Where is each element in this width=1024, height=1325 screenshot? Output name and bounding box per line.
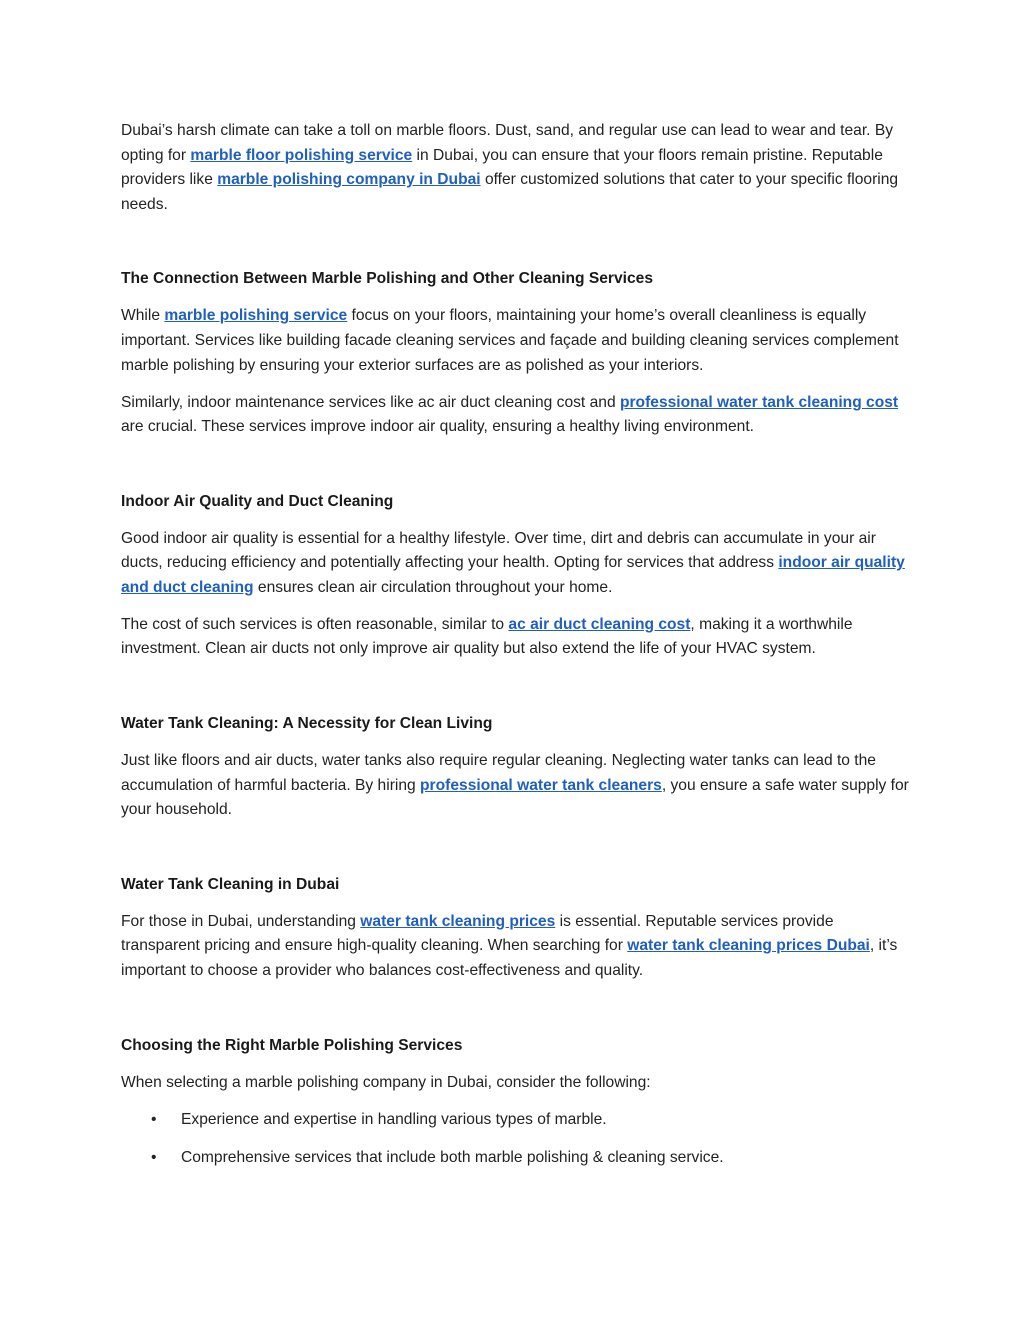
connection-text-4: are crucial. These services improve indoor air quality, ensuring a healthy living environment. [121, 418, 755, 436]
connection-text-3: Similarly, indoor maintenance services like ac air duct cleaning cost and [121, 393, 620, 411]
ac-air-duct-cleaning-cost-link[interactable]: ac air duct cleaning cost [508, 615, 691, 633]
water-tank-text-1: Just like floors and air ducts, water tanks also require regular cleaning. Neglecting water tanks can lead to the accumulation of harmful bacteria. By hiring [121, 752, 876, 794]
section-heading-indoor-air: Indoor Air Quality and Duct Cleaning [121, 492, 394, 510]
section-heading-choosing: Choosing the Right Marble Polishing Services [121, 1036, 463, 1054]
indoor-air-text-1: Good indoor air quality is essential for a healthy lifestyle. Over time, dirt and debris can accumulate in your air ducts, reducing efficiency and potentially affecting your health. Opting for services that address [121, 529, 876, 572]
marble-floor-polishing-link[interactable]: marble floor polishing service [190, 146, 413, 164]
water-tank-dubai-paragraph [121, 910, 913, 984]
list-item [121, 1108, 913, 1133]
marble-polishing-service-link[interactable]: marble polishing service [164, 307, 348, 325]
choosing-bullet-list [121, 1108, 913, 1171]
section-heading-connection: The Connection Between Marble Polishing and Other Cleaning Services [121, 270, 654, 288]
water-tank-paragraph [121, 749, 913, 823]
indoor-air-quality-link[interactable]: indoor air quality and duct cleaning [121, 554, 905, 596]
indoor-air-text-4: , making it a worthwhile investment. Clean air ducts not only improve air quality but also extend the life of your HVAC system. [121, 615, 853, 658]
section-heading-water-tank-necessity: Water Tank Cleaning: A Necessity for Clean Living [121, 715, 493, 733]
indoor-air-paragraph-2 [121, 613, 913, 662]
list-item-text: Comprehensive services that include both marble polishing & cleaning service. [181, 1149, 724, 1167]
water-tank-cleaning-prices-dubai-link[interactable]: water tank cleaning prices Dubai [627, 937, 870, 955]
water-tank-cleaning-prices-link[interactable]: water tank cleaning prices [360, 912, 556, 930]
water-tank-text-2: , you ensure a safe water supply for your household. [121, 776, 909, 819]
bullet-icon: • [151, 1149, 157, 1167]
water-tank-dubai-text-2: is essential. Reputable services provide transparent pricing and ensure high-quality cleaning. When searching for [121, 912, 834, 955]
marble-polishing-company-link[interactable]: marble polishing company in Dubai [217, 171, 481, 189]
indoor-air-text-2: ensures clean air circulation throughout your home. [253, 578, 613, 596]
choosing-paragraph: When selecting a marble polishing company in Dubai, consider the following: [121, 1073, 651, 1091]
connection-text-2: focus on your floors, maintaining your home’s overall cleanliness is equally important. Services like building facade cleaning services and façade and building cleaning services complement marble polishing by ensuring your exterior surfaces are as polished as your interiors. [121, 307, 899, 374]
water-tank-cleaning-cost-link[interactable]: professional water tank cleaning cost [619, 393, 899, 411]
professional-water-tank-cleaners-link[interactable]: professional water tank cleaners [420, 776, 662, 794]
water-tank-dubai-text-3: , it’s important to choose a provider who balances cost-effectiveness and quality. [121, 937, 898, 979]
section-heading-water-tank-dubai: Water Tank Cleaning in Dubai [121, 875, 340, 893]
water-tank-dubai-text-1: For those in Dubai, understanding [121, 912, 361, 930]
list-item [121, 1146, 913, 1171]
indoor-air-text-3: The cost of such services is often reasonable, similar to [121, 615, 509, 633]
connection-text-1: While [121, 307, 165, 325]
bullet-icon: • [151, 1110, 157, 1128]
connection-paragraph-2 [121, 391, 913, 440]
intro-text-3: offer customized solutions that cater to your specific flooring needs. [121, 171, 899, 213]
intro-text-2: in Dubai, you can ensure that your floors remain pristine. Reputable providers like [121, 146, 883, 189]
connection-paragraph-1 [121, 304, 913, 378]
indoor-air-paragraph-1 [121, 527, 913, 601]
intro-text-1: Dubai’s harsh climate can take a toll on marble floors. Dust, sand, and regular use can lead to wear and tear. By opting for [121, 122, 894, 164]
intro-paragraph [121, 119, 913, 217]
list-item-text: Experience and expertise in handling various types of marble. [181, 1110, 607, 1128]
document-page [121, 119, 913, 1185]
